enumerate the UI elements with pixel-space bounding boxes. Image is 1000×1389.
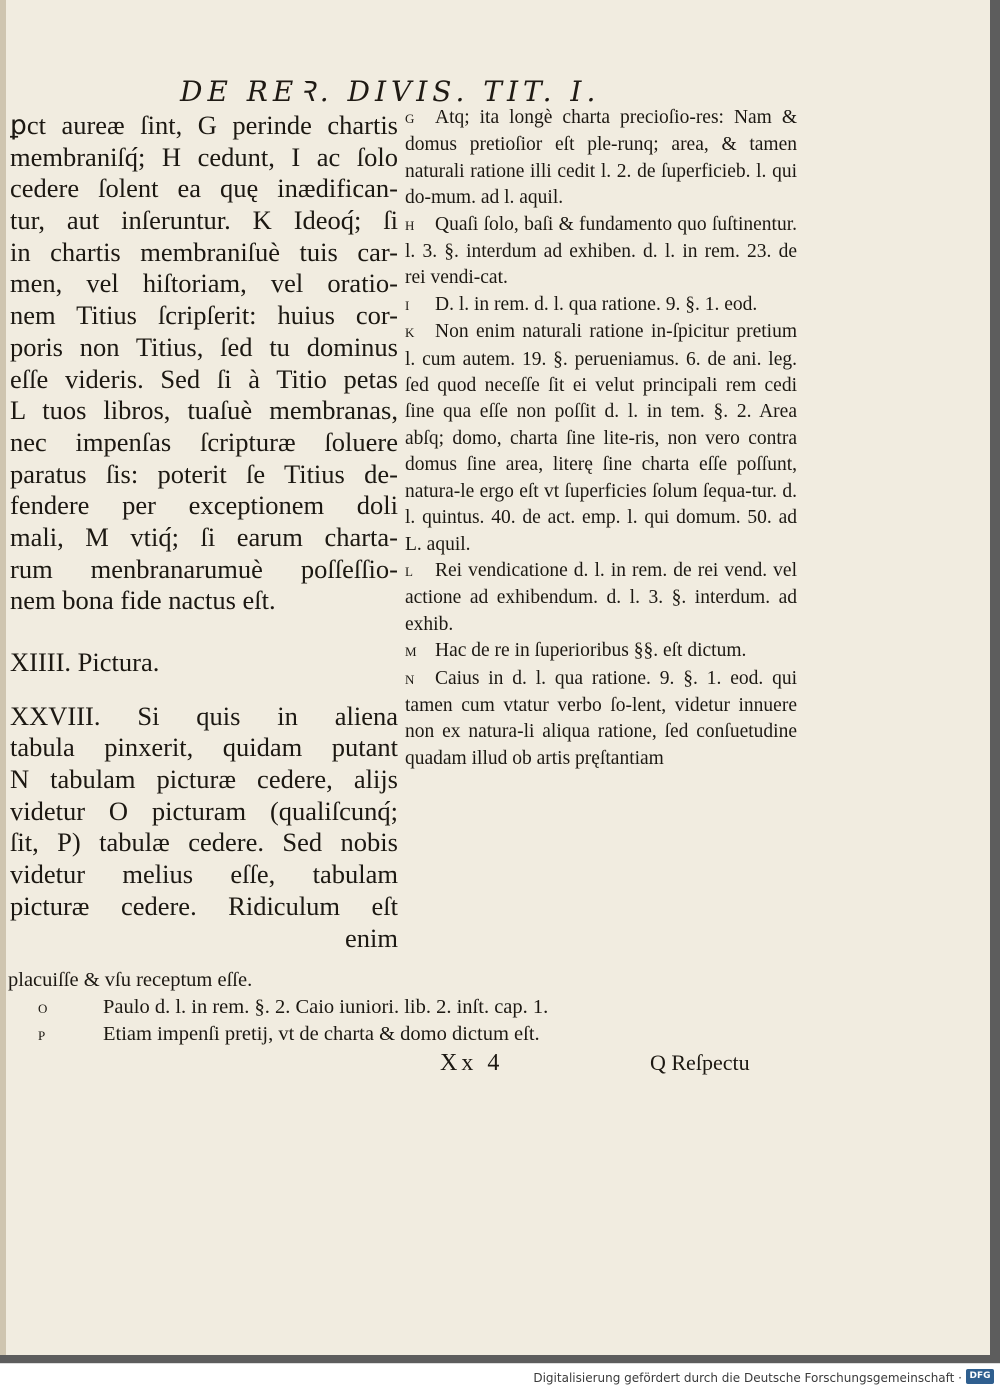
- main-text-line: picturæ cedere. Ridiculum eſt: [10, 890, 398, 921]
- main-text-column: [10, 110, 398, 954]
- note-g: [405, 105, 797, 212]
- main-text-line: cedere ſolent ea quę inædifican-: [10, 173, 398, 204]
- note-text: Quaſi ſolo, baſi & fundamento quo ſuſtinentur. l. 3. §. interdum ad exhiben. d. l. in rem. 23. de rei vendi-cat.: [405, 213, 797, 289]
- note-l: [405, 558, 797, 638]
- note-letter: N: [405, 671, 415, 687]
- scan-frame-right: [990, 0, 1000, 1363]
- main-text-line: XXVIII. Si quis in aliena: [10, 700, 398, 731]
- dfg-logo-icon: DFG: [966, 1369, 994, 1384]
- signature-mark: Xx 4: [440, 1050, 504, 1076]
- main-text-line: ꝑct aureæ ſint, G perinde chartis: [10, 110, 398, 140]
- note-i: [405, 292, 797, 319]
- note-letter: P: [38, 1028, 46, 1043]
- main-text-line: ſit, P) tabulæ cedere. Sed nobis: [10, 827, 398, 858]
- note-m: [405, 638, 797, 665]
- note-text: Etiam impenſi pretij, vt de charta & domo dictum eſt.: [103, 1023, 540, 1045]
- note-text: Paulo d. l. in rem. §. 2. Caio iuniori. lib. 2. inſt. cap. 1.: [103, 996, 549, 1018]
- section-heading: XIIII. Pictura.: [10, 647, 160, 677]
- main-text-line: nem Titius ſcripſerit: huius cor-: [10, 300, 398, 331]
- main-text-line: membraniſq́; H cedunt, I ac ſolo: [10, 141, 398, 172]
- main-text-line: rum menbranarumuè poſſeſſio-: [10, 553, 398, 584]
- main-text-line: fendere per exceptionem doli: [10, 490, 398, 521]
- main-text-line: videtur O picturam (qualiſcunq́;: [10, 795, 398, 826]
- main-text-line: eſſe videris. Sed ſi à Titio petas: [10, 363, 398, 394]
- running-title: DE REꝚ. DIVIS. TIT. I.: [180, 75, 601, 108]
- note-text: Non enim naturali ratione in-ſpicitur pretium l. cum autem. 19. §. perueniamus. 6. de ani. leg. ſed quod neceſſe ſit ei velut principali rem cedi ſine qua eſſe non poſſit d. l. in tem. §. 2. Area abſq; domo, charta ſine lite-ris, non vero contra domus ſine area, literę ſine charta eſſe poſſunt, natura-le ergo eſt vt ſuperficies ſolum ſequa-tur. d. l. quintus. 40. de act. emp. l. qui domum. 50. ad L. aquil.: [405, 321, 797, 555]
- note-text: Rei vendicatione d. l. in rem. de rei vend. vel actione ad exhibendum. d. l. 3. §. interdum. ad exhib.: [405, 559, 797, 635]
- note-n: [405, 666, 797, 773]
- marginal-notes-column: [405, 105, 797, 772]
- note-letter: I: [405, 297, 410, 313]
- note-k: [405, 319, 797, 558]
- main-text-line: nem bona fide nactus eſt.: [10, 585, 276, 616]
- note-p: [8, 1021, 798, 1048]
- bottom-notes: [8, 967, 798, 1048]
- digitization-footer: [0, 1363, 1000, 1389]
- note-letter: O: [38, 1001, 48, 1016]
- main-text-line: in chartis membraniſuè tuis car-: [10, 236, 398, 267]
- note-letter: K: [405, 325, 415, 341]
- scan-frame-bottom: [0, 1355, 1000, 1363]
- main-text-line: L tuos libros, tuaſuè membranas,: [10, 395, 398, 426]
- note-continuation: placuiſſe & vſu receptum eſſe.: [8, 969, 253, 991]
- note-text: Atq; ita longè charta precioſio-res: Nam & domus pretioſior eſt ple-runq; area, & tamen naturali ratione illi cedit l. 2. de ſuperficieb. l. qui do-mum. ad l. aquil.: [405, 107, 797, 209]
- note-letter: L: [405, 563, 413, 579]
- main-text-line: enim: [345, 922, 398, 953]
- note-h: [405, 212, 797, 292]
- main-text-line: poris non Titius, ſed tu dominus: [10, 331, 398, 362]
- main-text-line: nec impenſas ſcripturæ ſoluere: [10, 426, 398, 457]
- note-text: Caius in d. l. qua ratione. 9. §. 1. eod. qui tamen cum vtatur verbo ſo-lent, videtur innuere non ex natura-li aliqua ratione, ſed conſuetudine quadam illud ob artis pręſtantiam: [405, 667, 797, 769]
- note-text: Hac de re in ſuperioribus §§. eſt dictum.: [435, 640, 747, 662]
- note-letter: H: [405, 217, 415, 233]
- main-text-line: tabula pinxerit, quidam putant: [10, 732, 398, 763]
- page-gutter-shadow: [0, 0, 6, 1363]
- note-letter: G: [405, 111, 415, 126]
- main-text-line: paratus ſis: poterit ſe Titius de-: [10, 458, 398, 489]
- note-text: D. l. in rem. d. l. qua ratione. 9. §. 1. eod.: [435, 293, 758, 315]
- main-text-line: N tabulam picturæ cedere, alijs: [10, 764, 398, 795]
- note-o: [8, 994, 798, 1021]
- note-letter: M: [405, 644, 417, 660]
- main-text-line: videtur melius eſſe, tabulam: [10, 859, 398, 890]
- main-text-line: men, vel hiſtoriam, vel oratio-: [10, 268, 398, 299]
- main-text-line: tur, aut inſeruntur. K Ideoq́; ſi: [10, 205, 398, 236]
- main-text-line: mali, M vtiq́; ſi earum charta-: [10, 521, 398, 552]
- catchword: Q Reſpectu: [650, 1050, 750, 1075]
- funding-credit: Digitalisierung gefördert durch die Deutsche Forschungsgemeinschaft ·: [533, 1371, 962, 1385]
